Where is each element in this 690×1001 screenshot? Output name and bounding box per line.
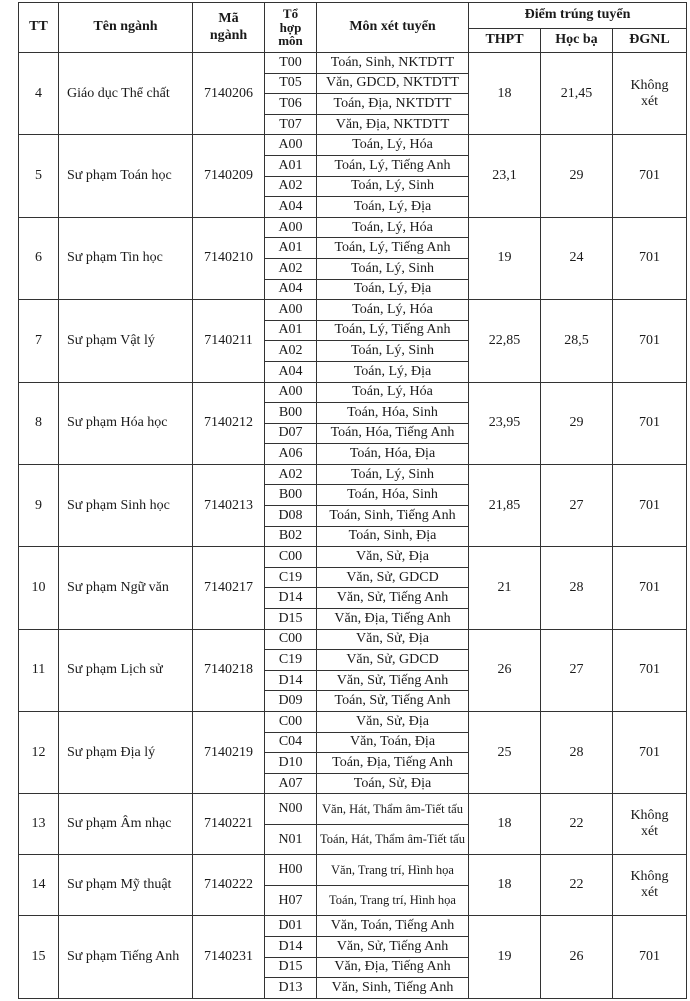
cell-to-hop: A06: [265, 444, 317, 465]
table-row: [19, 916, 687, 937]
cell-mon-xet-tuyen: Văn, Địa, Tiếng Anh: [317, 609, 469, 630]
cell-mon-xet-tuyen: Văn, Địa, Tiếng Anh: [317, 957, 469, 978]
cell-to-hop: T00: [265, 53, 317, 74]
cell-ma-nganh: 7140221: [193, 794, 265, 855]
cell-mon-xet-tuyen: Toán, Lý, Địa: [317, 279, 469, 300]
cell-to-hop: A04: [265, 197, 317, 218]
cell-to-hop: T06: [265, 94, 317, 115]
cell-hoc-ba: 28: [541, 712, 613, 794]
cell-to-hop: C00: [265, 629, 317, 650]
cell-mon-xet-tuyen: Văn, Hát, Thẩm âm-Tiết tấu: [317, 794, 469, 825]
cell-to-hop: A04: [265, 361, 317, 382]
cell-to-hop: A02: [265, 258, 317, 279]
cell-ten-nganh: Sư phạm Mỹ thuật: [59, 855, 193, 916]
cell-ma-nganh: 7140212: [193, 382, 265, 464]
cell-dgnl: Không xét: [613, 794, 687, 855]
cell-mon-xet-tuyen: Văn, Sử, Tiếng Anh: [317, 936, 469, 957]
cell-hoc-ba: 29: [541, 135, 613, 217]
cell-thpt: 25: [469, 712, 541, 794]
cell-to-hop: A07: [265, 773, 317, 794]
cell-to-hop: D14: [265, 670, 317, 691]
cell-ma-nganh: 7140218: [193, 629, 265, 711]
cell-mon-xet-tuyen: Toán, Hát, Thẩm âm-Tiết tấu: [317, 824, 469, 855]
header-ten-nganh: Tên ngành: [59, 3, 193, 53]
cell-mon-xet-tuyen: Toán, Lý, Tiếng Anh: [317, 238, 469, 259]
cell-tt: 10: [19, 547, 59, 629]
cell-to-hop: D08: [265, 506, 317, 527]
cell-mon-xet-tuyen: Toán, Hóa, Địa: [317, 444, 469, 465]
cell-mon-xet-tuyen: Toán, Lý, Tiếng Anh: [317, 155, 469, 176]
cell-to-hop: D14: [265, 936, 317, 957]
cell-ten-nganh: Giáo dục Thể chất: [59, 53, 193, 135]
cell-tt: 5: [19, 135, 59, 217]
table-row: [19, 794, 687, 825]
cell-to-hop: B00: [265, 403, 317, 424]
table-row: [19, 855, 687, 886]
cell-ten-nganh: Sư phạm Hóa học: [59, 382, 193, 464]
cell-hoc-ba: 27: [541, 464, 613, 546]
cell-to-hop: A00: [265, 300, 317, 321]
cell-thpt: 22,85: [469, 300, 541, 382]
cell-mon-xet-tuyen: Toán, Lý, Hóa: [317, 135, 469, 156]
cell-dgnl: 701: [613, 547, 687, 629]
cell-dgnl: 701: [613, 712, 687, 794]
cell-dgnl: Không xét: [613, 855, 687, 916]
cell-mon-xet-tuyen: Toán, Lý, Sinh: [317, 258, 469, 279]
cell-to-hop: H00: [265, 855, 317, 886]
cell-to-hop: D13: [265, 978, 317, 999]
header-to-hop-mon: Tổ hợp môn: [265, 3, 317, 53]
cell-tt: 13: [19, 794, 59, 855]
table-row: [19, 217, 687, 238]
cell-ma-nganh: 7140231: [193, 916, 265, 998]
cell-to-hop: N00: [265, 794, 317, 825]
cell-thpt: 18: [469, 855, 541, 916]
cell-ma-nganh: 7140217: [193, 547, 265, 629]
cell-to-hop: T05: [265, 73, 317, 94]
table-row: [19, 53, 687, 74]
cell-ma-nganh: 7140219: [193, 712, 265, 794]
cell-thpt: 19: [469, 217, 541, 299]
cell-to-hop: B02: [265, 526, 317, 547]
cell-ten-nganh: Sư phạm Lịch sử: [59, 629, 193, 711]
cell-mon-xet-tuyen: Toán, Lý, Tiếng Anh: [317, 320, 469, 341]
cell-mon-xet-tuyen: Toán, Trang trí, Hình họa: [317, 885, 469, 916]
cell-to-hop: D01: [265, 916, 317, 937]
cell-to-hop: A00: [265, 135, 317, 156]
cell-ma-nganh: 7140206: [193, 53, 265, 135]
cell-mon-xet-tuyen: Toán, Hóa, Sinh: [317, 485, 469, 506]
cell-hoc-ba: 21,45: [541, 53, 613, 135]
cell-tt: 4: [19, 53, 59, 135]
cell-to-hop: A01: [265, 320, 317, 341]
header-dgnl: ĐGNL: [613, 29, 687, 53]
cell-tt: 14: [19, 855, 59, 916]
header-thpt: THPT: [469, 29, 541, 53]
cell-tt: 6: [19, 217, 59, 299]
cell-mon-xet-tuyen: Toán, Hóa, Tiếng Anh: [317, 423, 469, 444]
cell-ten-nganh: Sư phạm Sinh học: [59, 464, 193, 546]
cell-thpt: 19: [469, 916, 541, 998]
cell-mon-xet-tuyen: Toán, Sinh, NKTDTT: [317, 53, 469, 74]
cell-ma-nganh: 7140209: [193, 135, 265, 217]
table-row: [19, 135, 687, 156]
cell-mon-xet-tuyen: Văn, Sinh, Tiếng Anh: [317, 978, 469, 999]
cell-ten-nganh: Sư phạm Toán học: [59, 135, 193, 217]
cell-mon-xet-tuyen: Toán, Lý, Sinh: [317, 176, 469, 197]
table-row: [19, 464, 687, 485]
cell-thpt: 21,85: [469, 464, 541, 546]
cell-mon-xet-tuyen: Toán, Địa, Tiếng Anh: [317, 753, 469, 774]
cell-mon-xet-tuyen: Toán, Địa, NKTDTT: [317, 94, 469, 115]
cell-mon-xet-tuyen: Văn, Sử, GDCD: [317, 567, 469, 588]
cell-to-hop: A02: [265, 464, 317, 485]
cell-to-hop: A02: [265, 341, 317, 362]
cell-mon-xet-tuyen: Văn, Toán, Tiếng Anh: [317, 916, 469, 937]
cell-thpt: 23,95: [469, 382, 541, 464]
cell-to-hop: D14: [265, 588, 317, 609]
cell-to-hop: C19: [265, 650, 317, 671]
cell-dgnl: 701: [613, 464, 687, 546]
table-row: [19, 629, 687, 650]
table-row: [19, 300, 687, 321]
cell-mon-xet-tuyen: Toán, Lý, Hóa: [317, 217, 469, 238]
cell-hoc-ba: 28: [541, 547, 613, 629]
cell-hoc-ba: 29: [541, 382, 613, 464]
cell-dgnl: 701: [613, 300, 687, 382]
cell-to-hop: C00: [265, 547, 317, 568]
cell-to-hop: B00: [265, 485, 317, 506]
cell-mon-xet-tuyen: Văn, Sử, Địa: [317, 547, 469, 568]
cell-ten-nganh: Sư phạm Địa lý: [59, 712, 193, 794]
cell-to-hop: C19: [265, 567, 317, 588]
cell-ma-nganh: 7140210: [193, 217, 265, 299]
cell-hoc-ba: 24: [541, 217, 613, 299]
cell-mon-xet-tuyen: Toán, Sinh, Tiếng Anh: [317, 506, 469, 527]
cell-to-hop: A02: [265, 176, 317, 197]
cell-mon-xet-tuyen: Toán, Hóa, Sinh: [317, 403, 469, 424]
cell-thpt: 26: [469, 629, 541, 711]
cell-ten-nganh: Sư phạm Tiếng Anh: [59, 916, 193, 998]
cell-mon-xet-tuyen: Toán, Lý, Địa: [317, 361, 469, 382]
cell-mon-xet-tuyen: Văn, Trang trí, Hình họa: [317, 855, 469, 886]
cell-to-hop: D09: [265, 691, 317, 712]
header-diem-trung-tuyen: Điểm trúng tuyển: [469, 3, 687, 29]
cell-to-hop: A00: [265, 382, 317, 403]
cell-ma-nganh: 7140222: [193, 855, 265, 916]
cell-thpt: 18: [469, 794, 541, 855]
cell-mon-xet-tuyen: Toán, Lý, Địa: [317, 197, 469, 218]
cell-ten-nganh: Sư phạm Vật lý: [59, 300, 193, 382]
cell-ten-nganh: Sư phạm Ngữ văn: [59, 547, 193, 629]
cell-mon-xet-tuyen: Văn, Địa, NKTDTT: [317, 114, 469, 135]
cell-mon-xet-tuyen: Toán, Lý, Sinh: [317, 464, 469, 485]
cell-ma-nganh: 7140213: [193, 464, 265, 546]
cell-dgnl: 701: [613, 916, 687, 998]
cell-to-hop: D15: [265, 957, 317, 978]
cell-to-hop: D07: [265, 423, 317, 444]
cell-dgnl: Không xét: [613, 53, 687, 135]
cell-mon-xet-tuyen: Văn, Sử, Tiếng Anh: [317, 588, 469, 609]
cell-hoc-ba: 26: [541, 916, 613, 998]
cell-to-hop: A01: [265, 155, 317, 176]
cell-ma-nganh: 7140211: [193, 300, 265, 382]
header-ma-nganh: Mã ngành: [193, 3, 265, 53]
cell-thpt: 23,1: [469, 135, 541, 217]
admission-scores-table: [18, 2, 687, 999]
cell-thpt: 18: [469, 53, 541, 135]
cell-mon-xet-tuyen: Văn, Sử, Tiếng Anh: [317, 670, 469, 691]
cell-hoc-ba: 22: [541, 855, 613, 916]
header-tt: TT: [19, 3, 59, 53]
cell-dgnl: 701: [613, 217, 687, 299]
cell-ten-nganh: Sư phạm Âm nhạc: [59, 794, 193, 855]
cell-mon-xet-tuyen: Văn, Sử, Địa: [317, 712, 469, 733]
cell-tt: 11: [19, 629, 59, 711]
cell-mon-xet-tuyen: Toán, Lý, Hóa: [317, 300, 469, 321]
cell-mon-xet-tuyen: Toán, Sinh, Địa: [317, 526, 469, 547]
cell-dgnl: 701: [613, 629, 687, 711]
cell-mon-xet-tuyen: Văn, Sử, Địa: [317, 629, 469, 650]
table-row: [19, 712, 687, 733]
cell-mon-xet-tuyen: Văn, GDCD, NKTDTT: [317, 73, 469, 94]
cell-hoc-ba: 28,5: [541, 300, 613, 382]
header-hoc-ba: Học bạ: [541, 29, 613, 53]
cell-to-hop: T07: [265, 114, 317, 135]
cell-tt: 12: [19, 712, 59, 794]
cell-mon-xet-tuyen: Toán, Sử, Tiếng Anh: [317, 691, 469, 712]
cell-to-hop: C04: [265, 732, 317, 753]
cell-to-hop: H07: [265, 885, 317, 916]
cell-mon-xet-tuyen: Toán, Sử, Địa: [317, 773, 469, 794]
cell-tt: 15: [19, 916, 59, 998]
cell-to-hop: D15: [265, 609, 317, 630]
cell-dgnl: 701: [613, 135, 687, 217]
cell-tt: 8: [19, 382, 59, 464]
cell-to-hop: A04: [265, 279, 317, 300]
cell-hoc-ba: 27: [541, 629, 613, 711]
cell-mon-xet-tuyen: Văn, Sử, GDCD: [317, 650, 469, 671]
cell-to-hop: C00: [265, 712, 317, 733]
cell-to-hop: N01: [265, 824, 317, 855]
cell-tt: 7: [19, 300, 59, 382]
cell-thpt: 21: [469, 547, 541, 629]
cell-to-hop: A01: [265, 238, 317, 259]
cell-mon-xet-tuyen: Toán, Lý, Hóa: [317, 382, 469, 403]
cell-to-hop: A00: [265, 217, 317, 238]
cell-mon-xet-tuyen: Văn, Toán, Địa: [317, 732, 469, 753]
header-mon-xet-tuyen: Môn xét tuyển: [317, 3, 469, 53]
cell-tt: 9: [19, 464, 59, 546]
cell-ten-nganh: Sư phạm Tin học: [59, 217, 193, 299]
table-row: [19, 382, 687, 403]
table-row: [19, 547, 687, 568]
cell-dgnl: 701: [613, 382, 687, 464]
cell-to-hop: D10: [265, 753, 317, 774]
cell-mon-xet-tuyen: Toán, Lý, Sinh: [317, 341, 469, 362]
cell-hoc-ba: 22: [541, 794, 613, 855]
